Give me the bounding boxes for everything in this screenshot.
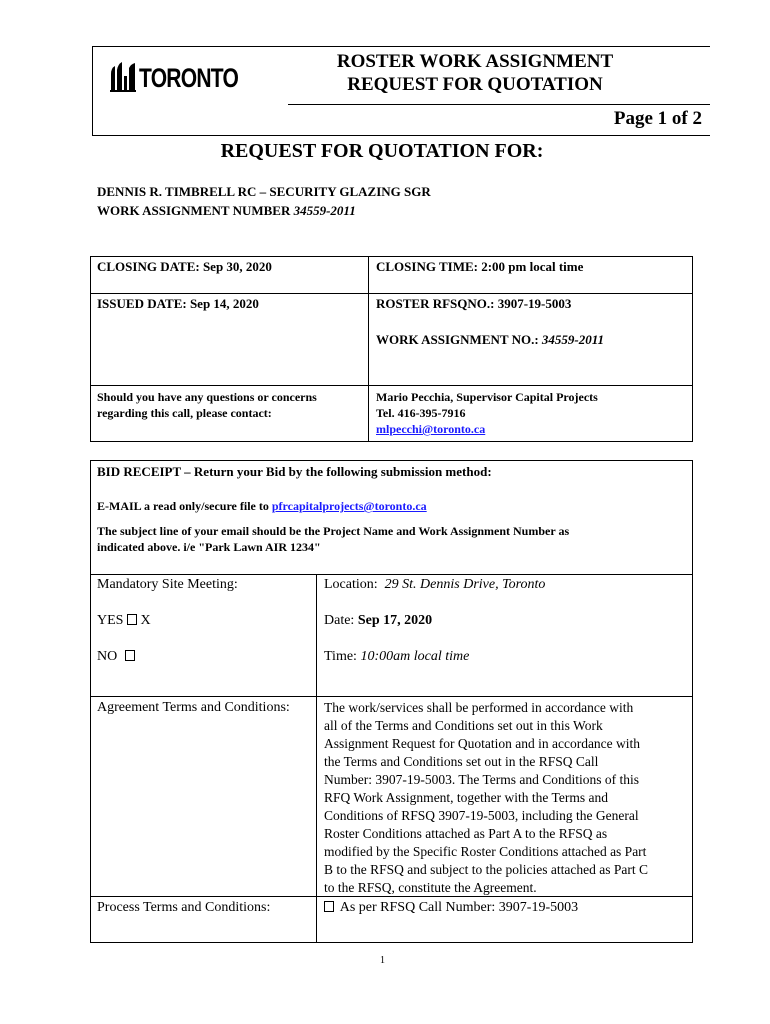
no-checkbox[interactable] [125, 650, 135, 661]
meeting-time: Time: 10:00am local time [324, 649, 470, 664]
contact-name: Mario Pecchia, Supervisor Capital Projects [376, 390, 598, 404]
subject-line-note: The subject line of your email should be the Project Name and Work Assignment Number as indicated above. i/e "Park Lawn AIR 1234" [97, 524, 570, 554]
title-line-1: ROSTER WORK ASSIGNMENT [336, 51, 614, 72]
roster-rfsq-number: ROSTER RFSQNO.: 3907-19-5003 [376, 296, 572, 311]
work-assignment-no: WORK ASSIGNMENT NO.: 34559-2011 [376, 332, 605, 347]
project-name: DENNIS R. TIMBRELL RC – SECURITY GLAZING SGR [97, 184, 431, 199]
email-submission: E-MAIL a read only/secure file to pfrcapitalprojects@toronto.ca [97, 499, 427, 513]
process-checkbox[interactable] [324, 901, 334, 912]
questions-note: Should you have any questions or concerns regarding this call, please contact: [97, 390, 317, 420]
footer-page-number: 1 [380, 955, 385, 966]
project-info [97, 182, 431, 220]
document-title [290, 50, 660, 96]
process-value: As per RFSQ Call Number: 3907-19-5003 [324, 899, 578, 917]
contact-info [376, 389, 598, 437]
agreement-text: The work/services shall be performed in accordance with all of the Terms and Conditions set out in this Work Assignment Request for Quotation and in accordance with the Terms and Conditions set out in the RFSQ Call Number: 3907-19-5003. The Terms and Conditions of this RFQ Work Assignment, together with the Terms and Conditions of RFSQ 3907-19-5003, including the General Roster Conditions attached as Part A to the RFSQ as modified by the Specific Roster Conditions attached as Part B to the RFSQ and subject to the policies attached as Part C to the RFSQ, constitute the Agreement. [324, 700, 648, 895]
site-meeting-yes: YES X [97, 613, 151, 628]
process-label: Process Terms and Conditions: [97, 900, 271, 915]
contact-tel: Tel. 416-395-7916 [376, 406, 466, 420]
work-assignment-number: 34559-2011 [293, 203, 356, 218]
yes-checkbox[interactable] [127, 614, 137, 625]
toronto-logo [110, 62, 266, 92]
meeting-date: Date: Sep 17, 2020 [324, 613, 433, 628]
agreement-label: Agreement Terms and Conditions: [97, 700, 290, 715]
city-hall-icon [110, 62, 136, 92]
issued-date: ISSUED DATE: Sep 14, 2020 [97, 296, 259, 311]
meeting-location: Location: 29 St. Dennis Drive, Toronto [324, 577, 546, 592]
header-rule [288, 104, 710, 105]
bid-receipt-heading: BID RECEIPT – Return your Bid by the following submission method: [97, 464, 492, 479]
closing-date: CLOSING DATE: Sep 30, 2020 [97, 259, 272, 274]
closing-time: CLOSING TIME: 2:00 pm local time [376, 259, 584, 274]
contact-email-link[interactable]: mlpecchi@toronto.ca [376, 422, 486, 436]
title-line-2: REQUEST FOR QUOTATION [347, 74, 603, 95]
main-heading: REQUEST FOR QUOTATION FOR: [220, 140, 544, 162]
page-indicator: Page 1 of 2 [613, 108, 702, 129]
site-meeting-no: NO [97, 648, 138, 666]
site-meeting-label: Mandatory Site Meeting: [97, 577, 238, 592]
work-assignment-line: WORK ASSIGNMENT NUMBER 34559-2011 [97, 203, 356, 218]
submission-email-link[interactable]: pfrcapitalprojects@toronto.ca [271, 499, 427, 513]
logo-wordmark: TORONTO [139, 63, 239, 93]
